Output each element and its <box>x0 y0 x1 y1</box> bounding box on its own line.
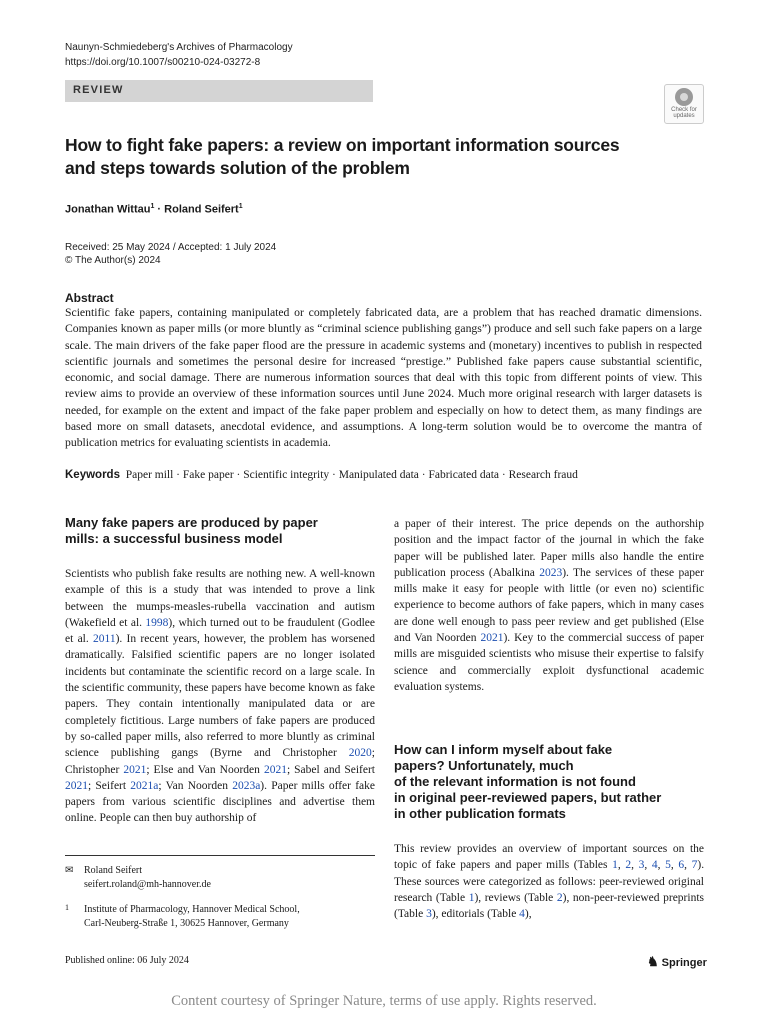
heading-line: Many fake papers are produced by paper <box>65 515 318 530</box>
text-span: ). Paper mills offer fake papers from various scientific disciplines and advertise them online. People can then buy authorship of <box>65 779 375 825</box>
citation-link[interactable]: 2023a <box>232 779 261 792</box>
section-label: REVIEW <box>73 84 124 96</box>
body-paragraph <box>394 516 704 695</box>
abstract-heading: Abstract <box>65 291 114 305</box>
affiliation-line: Carl-Neuberg-Straße 1, 30625 Hannover, Germany <box>84 917 289 929</box>
text-span: ), <box>524 908 532 921</box>
crossmark-icon <box>675 88 693 106</box>
text-span: ). These sources were categorized as follows: peer-reviewed original research (Table <box>394 859 705 904</box>
author-affiliation-marker: 1 <box>150 203 155 210</box>
table-link[interactable]: 3 <box>426 908 432 921</box>
section-heading <box>394 742 704 822</box>
text-span: ; Van Noorden <box>158 779 233 792</box>
keywords-list: Paper mill · Fake paper · Scientific integrity · Manipulated data · Fabricated data · Research fraud <box>125 469 578 481</box>
section-heading <box>65 515 375 547</box>
text-span: ; Christopher <box>65 747 375 776</box>
title-line-2: and steps towards solution of the problem <box>65 158 410 178</box>
heading-line: papers? Unfortunately, much <box>394 758 574 773</box>
heading-line: of the relevant information is not found <box>394 774 636 789</box>
springer-horse-icon: ♞ <box>647 954 659 969</box>
author-name[interactable]: Roland Seifert <box>164 203 239 216</box>
heading-line: mills: a successful business model <box>65 531 283 546</box>
affiliation-number: 1 <box>65 903 69 912</box>
citation-link[interactable]: 2021 <box>123 763 147 776</box>
footnote-rule <box>65 855 375 856</box>
text-span: ), editorials (Table <box>431 908 520 921</box>
table-link[interactable]: 7 <box>691 859 698 872</box>
citation-link[interactable]: 2023 <box>539 566 563 579</box>
text-span: This review provides an overview of important sources on the topic of fake papers and paper mills (Tables <box>394 843 704 872</box>
author-separator: · <box>154 203 165 216</box>
contact-name: Roland Seifert <box>84 865 143 876</box>
article-title <box>65 134 665 180</box>
citation-link[interactable]: 2021 <box>480 632 504 645</box>
table-link[interactable]: 1 <box>468 891 475 904</box>
text-span: ; Else and Van Noorden <box>146 763 264 776</box>
citation-link[interactable]: 2020 <box>348 747 372 760</box>
body-paragraph: This review provides an overview of important sources on the topic of fake papers and paper mills (Tables 1, 2, 3, 4, 5, 6, 7). These sources were categorized as follows: peer-reviewed original research (Table 1), reviews (Table 2), non-peer-reviewed preprints (Table 3), editorials (Table 4), <box>394 843 705 921</box>
text-span: Scientists who publish fake results are nothing new. A well-known example of this is a study that was intended to prove a link between the mumps-measles-rubella vaccination and autism (Wakefield et al. <box>65 568 375 629</box>
published-online: Published online: 06 July 2024 <box>65 955 189 966</box>
title-line-1: How to fight fake papers: a review on important information sources <box>65 135 620 155</box>
received-accepted: Received: 25 May 2024 / Accepted: 1 July 2024 <box>65 242 277 253</box>
courtesy-notice: Content courtesy of Springer Nature, terms of use apply. Rights reserved. <box>171 993 597 1009</box>
citation-link[interactable]: 2021a <box>130 779 159 792</box>
author-name[interactable]: Jonathan Wittau <box>65 203 151 216</box>
author-list <box>65 203 243 216</box>
crossmark-badge[interactable] <box>664 84 704 124</box>
table-link[interactable]: 6 <box>678 859 685 872</box>
text-span: ), reviews (Table <box>474 891 557 904</box>
contact-email[interactable]: seifert.roland@mh-hannover.de <box>84 878 211 890</box>
body-paragraph <box>65 566 375 827</box>
table-link[interactable]: 5 <box>665 859 671 872</box>
heading-line: in other publication formats <box>394 806 566 821</box>
citation-link[interactable]: 2021 <box>65 779 88 792</box>
affiliation-line: Institute of Pharmacology, Hannover Medical School, <box>84 904 300 915</box>
publisher-logo <box>647 954 707 970</box>
citation-link[interactable]: 2021 <box>263 763 287 776</box>
corresponding-author <box>84 864 211 891</box>
affiliation <box>84 903 300 930</box>
table-link[interactable]: 2 <box>625 859 632 872</box>
citation-link[interactable]: 2011 <box>93 633 116 646</box>
envelope-icon: ✉ <box>65 865 74 876</box>
heading-line: How can I inform myself about fake <box>394 742 613 757</box>
crossmark-label: Check for updates <box>671 107 697 119</box>
citation-link[interactable]: 1998 <box>145 616 169 629</box>
text-span: ), which turned out to be fraudulent (Godlee et al. <box>65 616 375 646</box>
text-span: ), non-peer-reviewed preprints (Table <box>394 891 704 921</box>
author-affiliation-marker: 1 <box>238 203 243 210</box>
table-link[interactable]: 1 <box>612 859 618 872</box>
text-span: ; Seifert <box>88 779 131 792</box>
publisher-name: Springer <box>661 957 707 969</box>
table-link[interactable]: 3 <box>638 859 645 872</box>
text-span: a paper of their interest. The price depends on the authorship position and the impact factor of the journal in which the fake paper will be published later. Paper mills also handle the entire publication process (Abalkina <box>394 518 704 579</box>
abstract-text: Scientific fake papers, containing manipulated or completely fabricated data, are a problem that has reached dramatic dimensions. Companies known as paper mills (or more bluntly as “criminal science publishing gangs”) produce and sell such fake papers on a large scale. The main drivers of the fake paper flood are the pressure in academic systems and (monetary) incentives to publish in respected scientific journals and sometimes the personal desire for increased “prestige.” Published fake papers cause substantial scientific, economic, and social damage. There are numerous information sources that deal with this topic from different points of view. This review aims to provide an overview of these information sources until June 2024. Much more original research with larger datasets is needed, for example on the extent and impact of the fake paper problem and especially on how to detect them, as many findings are based more on small datasets, anecdotal evidence, and assumptions. A long-term solution would be to overcome the mantra of publication metrics for evaluating scientists in academia. <box>65 306 702 450</box>
copyright-line: © The Author(s) 2024 <box>65 255 161 266</box>
article-dates <box>65 241 276 267</box>
keywords-line <box>65 469 578 481</box>
keywords-label: Keywords <box>65 469 120 481</box>
text-span: ). In recent years, however, the problem has worsened dramatically. Falsified scientific papers are no longer isolated incidents but contaminate the scientific record on a large scale. In the scientific community, these papers have become known as fake papers. They contain intentionally manipulated data or are completely fictitious. Large numbers of fake papers are produced by so-called paper mills, also referred to more bluntly as criminal science publishing gangs (Byrne and Christopher <box>65 633 375 760</box>
table-link[interactable]: 4 <box>651 859 658 872</box>
journal-header <box>65 40 293 70</box>
text-span: ; Sabel and Seifert <box>286 763 375 776</box>
table-link[interactable]: 2 <box>556 891 563 904</box>
heading-line: in original peer-reviewed papers, but rather <box>394 790 662 805</box>
table-link[interactable]: 4 <box>519 908 525 921</box>
text-span: ). The services of these paper mills make it easy for people with little (or even no) scientific experience to become authors of fake papers, which in many cases are done well enough to pass peer review and get published (Else and Van Noorden <box>394 566 704 645</box>
doi-link[interactable]: https://doi.org/10.1007/s00210-024-03272-8 <box>65 57 261 68</box>
text-span: ). Key to the commercial success of paper mills are misguided scientists who misuse their expertise to falsify science and commercially exploit dysfunctional academic evaluation systems. <box>394 632 704 693</box>
journal-name: Naunyn-Schmiedeberg's Archives of Pharmacology <box>65 42 293 53</box>
